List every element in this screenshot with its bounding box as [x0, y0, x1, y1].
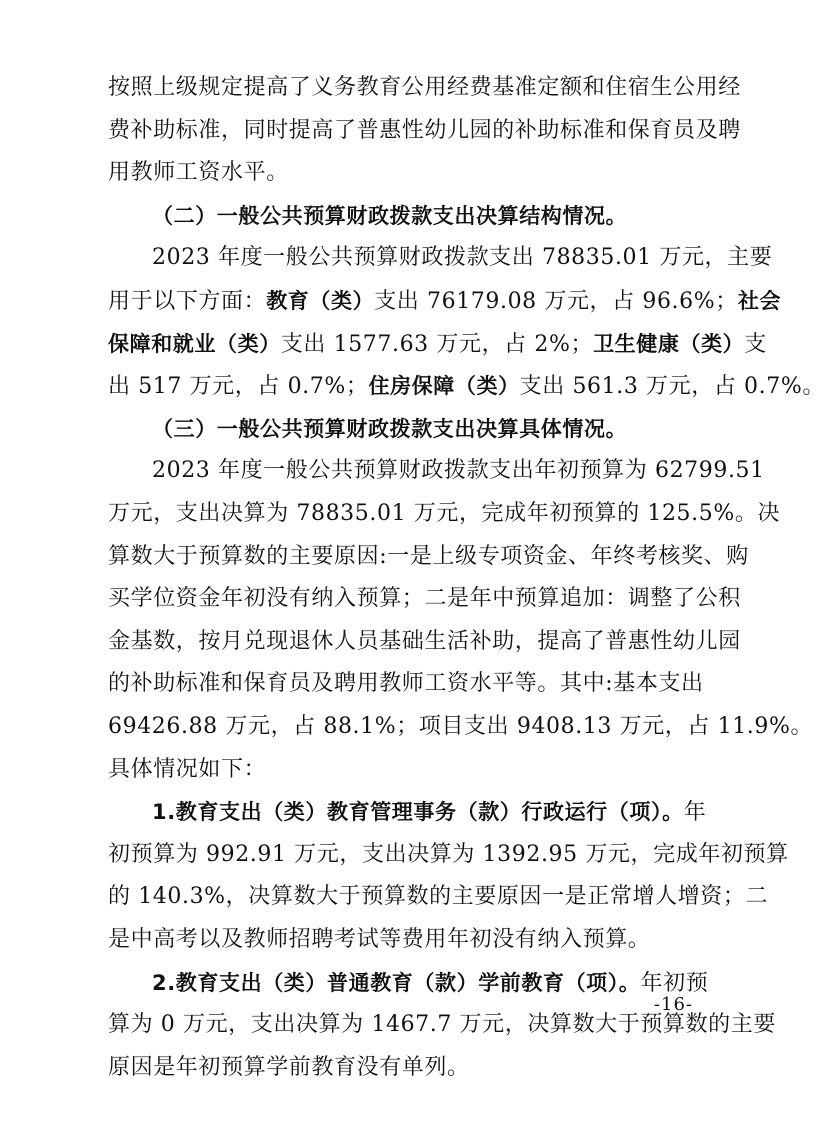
paragraph-line: 算数大于预算数的主要原因:一是上级专项资金、年终考核奖、购	[108, 543, 749, 569]
section-heading-3: （三）一般公共预算财政拨款支出决算具体情况。	[152, 416, 628, 441]
paragraph-line: 具体情况如下：	[108, 756, 267, 782]
paragraph-line: 用于以下方面：教育（类）支出 76179.08 万元，占 96.6%；社会	[108, 289, 782, 314]
paragraph-line: 的补助标准和保育员及聘用教师工资水平等。其中:基本支出	[108, 671, 704, 697]
paragraph-line: 出 517 万元，占 0.7%；住房保障（类）支出 561.3 万元，占 0.7%。	[108, 374, 825, 400]
paragraph-line: 2023 年度一般公共预算财政拨款支出 78835.01 万元，主要	[152, 245, 773, 271]
paragraph-line: 费补助标准，同时提高了普惠性幼儿园的补助标准和保育员及聘	[108, 117, 741, 143]
paragraph-line: 买学位资金年初没有纳入预算；二是年中预算追加：调整了公积	[108, 586, 741, 612]
paragraph-line: 金基数，按月兑现退休人员基础生活补助，提高了普惠性幼儿园	[108, 628, 741, 654]
item-heading-1: 1.教育支出（类）教育管理事务（款）行政运行（项）。年	[152, 800, 707, 826]
section-heading-2: （二）一般公共预算财政拨款支出决算结构情况。	[152, 203, 628, 228]
paragraph-line: 万元，支出决算为 78835.01 万元，完成年初预算的 125.5%。决	[108, 501, 781, 526]
paragraph-line: 原因是年初预算学前教育没有单列。	[108, 1054, 470, 1080]
paragraph-line: 2023 年度一般公共预算财政拨款支出年初预算为 62799.51	[152, 458, 765, 484]
paragraph-line: 算为 0 万元，支出决算为 1467.7 万元，决算数大于预算数的主要	[108, 1012, 776, 1038]
paragraph-line: 用教师工资水平。	[108, 160, 289, 186]
paragraph-line: 69426.88 万元，占 88.1%；项目支出 9408.13 万元，占 11.9%。	[108, 714, 814, 739]
paragraph-line: 初预算为 992.91 万元，支出决算为 1392.95 万元，完成年初预算	[108, 841, 789, 867]
paragraph-line: 是中高考以及教师招聘考试等费用年初没有纳入预算。	[108, 927, 651, 952]
paragraph-line: 按照上级规定提高了义务教育公用经费基准定额和住宿生公用经	[108, 75, 741, 100]
item-heading-2: 2.教育支出（类）普通教育（款）学前教育（项）。年初预	[152, 970, 709, 996]
paragraph-line: 保障和就业（类）支出 1577.63 万元，占 2%；卫生健康（类）支	[108, 331, 767, 357]
page-number: -16-	[653, 994, 693, 1015]
paragraph-line: 的 140.3%，决算数大于预算数的主要原因一是正常增人增资；二	[108, 884, 769, 910]
